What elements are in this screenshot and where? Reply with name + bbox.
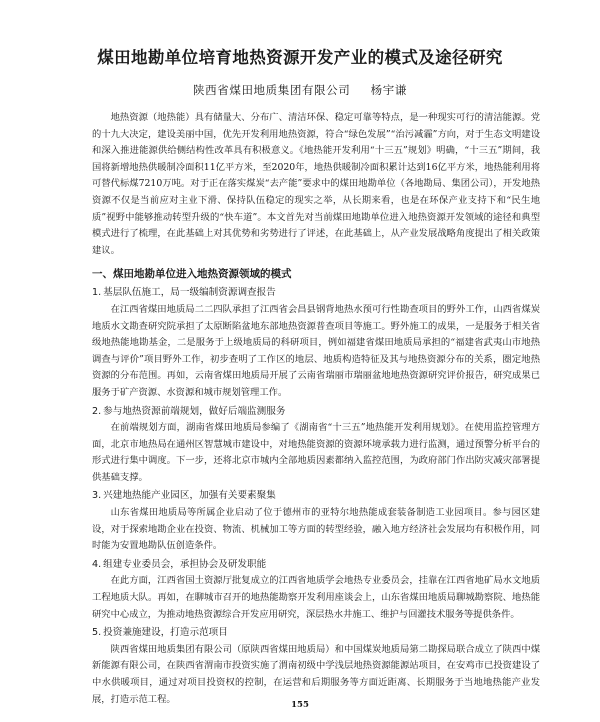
- subsection-number: 4.: [92, 558, 102, 570]
- author-name: 杨宇谦: [370, 83, 407, 97]
- subsection-number: 2.: [92, 405, 102, 417]
- author-organization: 陕西省煤田地质集团有限公司: [193, 83, 351, 97]
- body-paragraph: 在前端规划方面，湖南省煤田地质局参编了《湖南省“十三五”地热能开发利用规划》。在使用监控管理方面，北京市地热局在通州区智慧城市建设中，对地热能资源的资源环境承载力进行监测，通过预警分析平台的形式进行集中调度。下一步，还将北京市城内全部地质因素都纳入监控范围，为政府部门作出防灾减灾部署提供基础支撑。: [92, 422, 540, 483]
- body-paragraph: 陕西省煤田地质集团有限公司（原陕西省煤田地质局）和中国煤炭地质局第二勘探局联合成立了陕西中煤新能源有限公司，在陕西省渭南市投资实施了渭南初级中学浅层地热资源能源站项目，在安鸡市已投资建设了中水供暖项目，通过对项目投资权的控制，在运营和后期服务等方面近距离、长期服务于当地地热能产业发展，打造示范工程。: [92, 643, 540, 705]
- subsection-number: 1.: [92, 287, 102, 299]
- subsection-heading: [92, 488, 540, 505]
- section-heading: 一、煤田地勘单位进入地热资源领域的模式: [92, 268, 292, 281]
- subsection-heading: [92, 625, 540, 642]
- subsection-heading: [92, 404, 540, 421]
- subsection-title: 参与地热资源前端规划，做好后端监测服务: [103, 405, 286, 417]
- abstract-paragraph: 地热资源（地热能）具有储量大、分布广、清洁环保、稳定可靠等特点，是一种现实可行的清洁能源。党的十九大决定，建设美丽中国，优先开发利用地热资源，符合“绿色发展”“治污减霾”方向，对于生态文明建设和深入推进能源供给侧结构性改革具有积极意义。《地热能开发利用“十三五”规划》明确，“十三五”期间，我国将新增地热供暖制冷面积11亿平方米，至2020年，地热供暖制冷面积累计达到16亿平方米，地热能利用将可替代标煤7210万吨。对于正在落实煤炭“去产能”要求中的煤田地勘单位（各地勘局、集团公司），开发地热资源不仅是当前应对主业下滑、保持队伍稳定的现实之举，从长期来看，也是在环保产业支持下和“民生地质”视野中能够推动转型升级的“快车道”。本文首先对当前煤田地勘单位进入地热资源开发领域的途径和典型模式进行了梳理，在此基础上对其优势和劣势进行了评述，在此基础上，从产业发展战略角度提出了相关政策建议。: [92, 112, 540, 256]
- subsection-title: 组建专业委员会，承担协会及研发职能: [103, 558, 267, 570]
- subsection-title: 基层队伍施工，局一级编制资源调查报告: [103, 287, 276, 299]
- subsection-number: 5.: [92, 627, 102, 639]
- body-paragraph: 在此方面，江西省国土资源厅批复成立的江西省地质学会地热专业委员会，挂靠在江西省地矿局水文地质工程地质大队。再如，在聊城市召开的地热能勘察开发利用座谈会上，山东省煤田地质局聊城勘察院、地热能研究中心成立，为推动地热资源综合开发应用研究，深层热水井施工、维护与回灌技术服务等提供条件。: [92, 575, 540, 620]
- body-paragraph: 山东省煤田地质局等所属企业启动了位于德州市的亚特尔地热能成套装备制造工业园项目。参与园区建设，对于探索地勘企业在投资、物流、机械加工等方面的转型经验，融入地方经济社会发展均有积极作用，同时能为安置地勘队伍创造条件。: [92, 507, 540, 552]
- body-paragraph: 在江西省煤田地质局二二四队承担了江西省会昌县钢背地热水预可行性勘查项目的野外工作，山西省煤炭地质水文勘查研究院承担了太原断陷盆地东部地热资源普查项目等施工。野外施工的成果，一是服务于相关省级地热能地勘基金，二是服务于上级地质局的科研项目，例如福建省煤田地质局承担的“福建省武夷山市地热调查与评价”项目野外工作，初步查明了工作区的地层、地质构造特征及其与地热资源分布的关系，圈定地热资源的分布范围。再如，云南省煤田地质局开展了云南省瑞丽市瑞丽盆地地热资源研究评价报告，研究成果已服务于矿产资源、水资源和城市规划管理工作。: [92, 303, 540, 398]
- subsection-number: 3.: [92, 490, 102, 502]
- author-line: [0, 82, 600, 98]
- page-number: 155: [291, 700, 309, 710]
- subsection-title: 投资兼施建设，打造示范项目: [103, 627, 228, 639]
- paper-title: 煤田地勘单位培育地热资源开发产业的模式及途径研究: [97, 48, 503, 67]
- subsection-heading: [92, 285, 540, 302]
- subsection-heading: [92, 557, 540, 574]
- paper-body: [92, 110, 540, 708]
- subsection-title: 兴建地热能产业园区，加强有关要素聚集: [103, 490, 276, 502]
